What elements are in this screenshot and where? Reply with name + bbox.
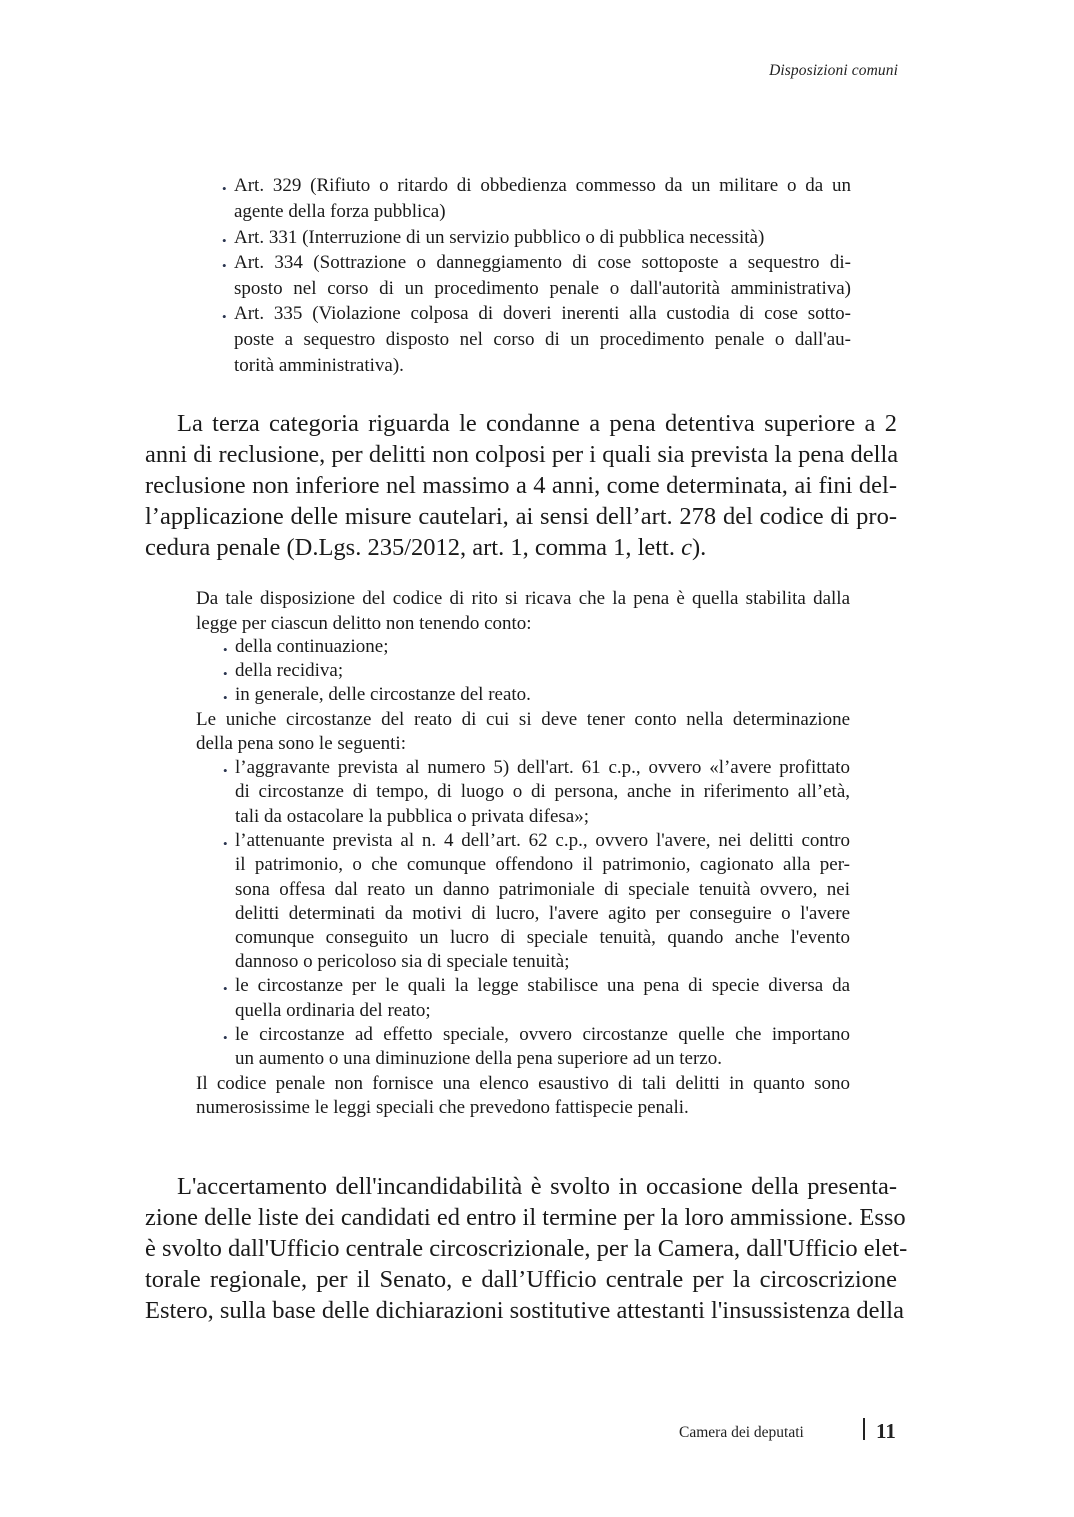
article-329-line-1: Art. 329 (Rifiuto o ritardo di obbedienza commesso da un militare o da un <box>234 175 851 196</box>
note-closing-line: numerosissime le leggi speciali che prevedono fattispecie penali. <box>196 1097 689 1118</box>
footer-divider <box>863 1418 865 1440</box>
paragraph-line: La terza categoria riguarda le condanne a pena detentiva superiore a 2 <box>177 410 897 437</box>
article-334-line-2: sposto nel corso di un procedimento penale o dall'autorità amministrativa) <box>234 278 851 299</box>
paragraph-line: zione delle liste dei candidati ed entro il termine per la loro ammissione. Esso <box>145 1204 906 1231</box>
running-head: Disposizioni comuni <box>769 62 898 79</box>
circumstance-line: l’attenuante prevista al n. 4 dell’art. 62 c.p., ovvero l'avere, nei delitti contro <box>235 830 850 851</box>
bullet-icon: • <box>222 309 227 324</box>
paragraph-line: reclusione non inferiore nel massimo a 4 anni, come determinata, ai fini del- <box>145 472 897 499</box>
paragraph-tail: ). <box>692 534 707 561</box>
bullet-icon: • <box>223 836 228 851</box>
article-334-line-1: Art. 334 (Sottrazione o danneggiamento di cose sottoposte a sequestro di- <box>234 252 851 273</box>
circumstance-line: un aumento o una diminuzione della pena superiore ad un terzo. <box>235 1048 722 1069</box>
bullet-icon: • <box>223 981 228 996</box>
circumstance-line: di circostanze di tempo, di luogo o di persona, anche in riferimento all’età, <box>235 781 850 802</box>
paragraph-text: cedura penale (D.Lgs. 235/2012, art. 1, comma 1, lett. <box>145 534 682 561</box>
circumstance-line: tali da ostacolare la pubblica o privata difesa»; <box>235 806 589 827</box>
bullet-icon: • <box>222 258 227 273</box>
bullet-icon: • <box>223 690 228 705</box>
bullet-icon: • <box>222 233 227 248</box>
paragraph-line: è svolto dall'Ufficio centrale circoscrizionale, per la Camera, dall'Ufficio elet- <box>145 1235 908 1262</box>
circumstance-line: delitti determinati da motivi di lucro, l'avere agito per conseguire o l'avere <box>235 903 850 924</box>
article-331-line-1: Art. 331 (Interruzione di un servizio pubblico o di pubblica necessità) <box>234 227 765 248</box>
circumstance-line: dannoso o pericoloso sia di speciale tenuità; <box>235 951 570 972</box>
bullet-icon: • <box>223 642 228 657</box>
circumstance-line: le circostanze per le quali la legge stabilisce una pena di specie diversa da <box>235 975 850 996</box>
article-335-line-2: poste a sequestro disposto nel corso di un procedimento penale o dall'au- <box>234 329 851 350</box>
paragraph-line: anni di reclusione, per delitti non colposi per i quali sia prevista la pena della <box>145 441 899 468</box>
note-closing-line: Il codice penale non fornisce una elenco esaustivo di tali delitti in quanto sono <box>196 1073 850 1094</box>
article-335-line-3: torità amministrativa). <box>234 355 404 376</box>
paragraph-line-last <box>145 534 706 562</box>
bullet-icon: • <box>222 181 227 196</box>
letter-c-italic: c <box>681 534 692 561</box>
circumstance-line: il patrimonio, o che comunque offendono il patrimonio, cagionato alla per- <box>235 854 850 875</box>
paragraph-line: l’applicazione delle misure cautelari, ai sensi dell’art. 278 del codice di pro- <box>145 503 897 530</box>
bullet-icon: • <box>223 1030 228 1045</box>
page-number: 11 <box>876 1419 896 1443</box>
circumstance-line: sona offesa dal reato un danno patrimoniale di speciale tenuità ovvero, nei <box>235 879 850 900</box>
exclusion-item: della recidiva; <box>235 660 344 681</box>
note-intro-line: Da tale disposizione del codice di rito si ricava che la pena è quella stabilita dalla <box>196 588 850 609</box>
exclusion-item: in generale, delle circostanze del reato. <box>235 684 531 705</box>
footer-publisher: Camera dei deputati <box>679 1424 804 1441</box>
paragraph-line: Estero, sulla base delle dichiarazioni sostitutive attestanti l'insussistenza della <box>145 1297 904 1324</box>
circumstance-line: l’aggravante prevista al numero 5) dell'art. 61 c.p., ovvero «l’avere profittato <box>235 757 850 778</box>
circumstance-line: quella ordinaria del reato; <box>235 1000 431 1021</box>
paragraph-line: torale regionale, per il Senato, e dall’Ufficio centrale per la circoscrizione <box>145 1266 897 1293</box>
note-middle-line: Le uniche circostanze del reato di cui si deve tener conto nella determinazione <box>196 709 850 730</box>
article-329-line-2: agente della forza pubblica) <box>234 201 446 222</box>
paragraph-line: L'accertamento dell'incandidabilità è svolto in occasione della presenta- <box>177 1173 897 1200</box>
bullet-icon: • <box>223 763 228 778</box>
exclusion-item: della continuazione; <box>235 636 389 657</box>
circumstance-line: le circostanze ad effetto speciale, ovvero circostanze quelle che importano <box>235 1024 850 1045</box>
circumstance-line: comunque conseguito un lucro di speciale tenuità, quando anche l'evento <box>235 927 850 948</box>
article-335-line-1: Art. 335 (Violazione colposa di doveri inerenti alla custodia di cose sotto- <box>234 303 851 324</box>
note-intro-line: legge per ciascun delitto non tenendo conto: <box>196 613 532 634</box>
note-middle-line: della pena sono le seguenti: <box>196 733 406 754</box>
bullet-icon: • <box>223 666 228 681</box>
